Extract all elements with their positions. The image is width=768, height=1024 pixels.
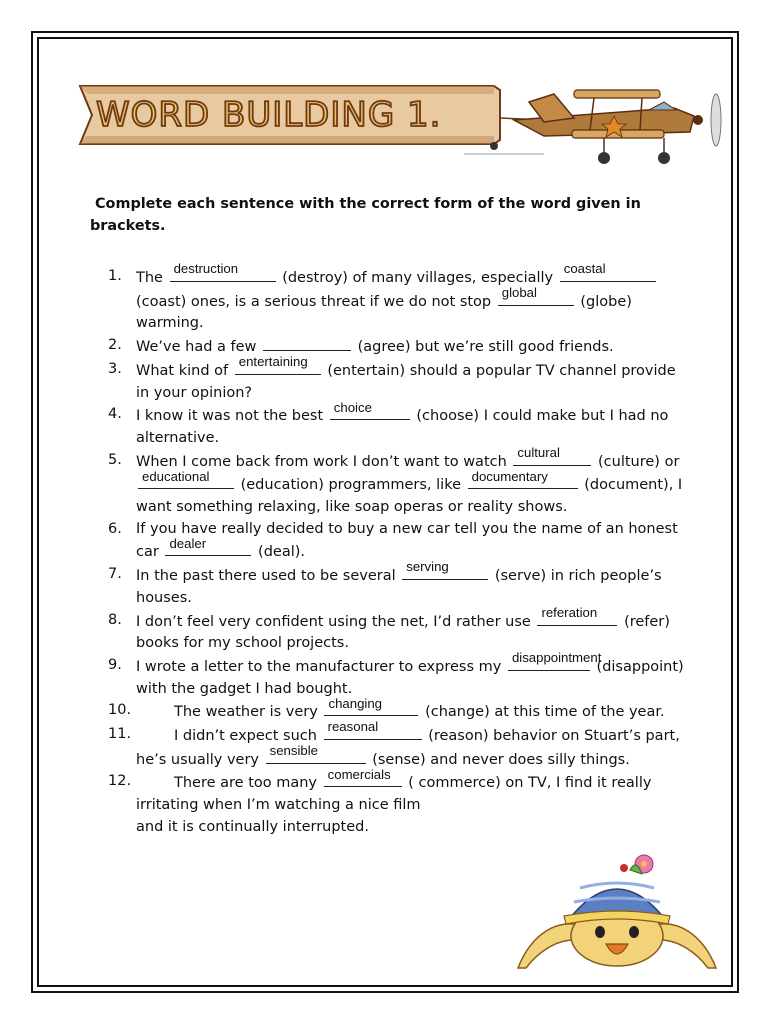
list-item: 10. The weather is very changing (change) at this time of the year. bbox=[108, 695, 665, 721]
list-item: 6. If you have really decided to buy a new car tell you the name of an honest car dealer (deal). bbox=[108, 520, 678, 561]
answer-field[interactable]: choice bbox=[330, 404, 410, 420]
answer-field[interactable]: sensible bbox=[266, 748, 366, 764]
answer-field[interactable]: dealer bbox=[165, 540, 251, 556]
list-item: 5. When I come back from work I don’t want to watch cultural (culture) or educational (education) programmers, like documentary (document), I want something relaxing, like soap operas or reality shows. bbox=[108, 444, 683, 516]
title-banner bbox=[74, 80, 734, 170]
list-item: 8. I don’t feel very confident using the net, I’d rather use referation (refer) books for my school projects. bbox=[108, 604, 670, 652]
answer-field[interactable]: disappointment bbox=[508, 655, 590, 671]
duck-illustration bbox=[512, 840, 722, 972]
answer-field[interactable]: serving bbox=[402, 564, 488, 580]
duck-icon bbox=[518, 855, 716, 968]
banner-shade bbox=[80, 86, 494, 94]
answer-field[interactable]: reasonal bbox=[324, 724, 422, 740]
answer-field[interactable]: documentary bbox=[468, 473, 578, 489]
list-item: 3. What kind of entertaining (entertain) should a popular TV channel provide in your opinion? bbox=[108, 354, 676, 401]
answer-field[interactable]: entertaining bbox=[235, 359, 321, 375]
answer-field[interactable]: changing bbox=[324, 700, 418, 716]
list-item: 11. I didn’t expect such reasonal (reason) behavior on Stuart’s part, he’s usually very sensible (sense) and never does silly things. bbox=[108, 719, 680, 768]
list-item: 4. I know it was not the best choice (choose) I could make but I had no alternative. bbox=[108, 399, 669, 446]
list-item: 7. In the past there used to be several serving (serve) in rich people’s houses. bbox=[108, 559, 662, 606]
list-item: 1. The destruction (destroy) of many villages, especially coastal (coast) ones, is a serious threat if we do not stop global (globe) warming. bbox=[108, 266, 688, 335]
answer-field[interactable]: destruction bbox=[170, 266, 276, 282]
instructions: Complete each sentence with the correct form of the word given in brackets. bbox=[90, 196, 641, 234]
answer-field[interactable]: comercials bbox=[324, 771, 402, 787]
answer-field[interactable]: global bbox=[498, 290, 574, 306]
answer-field[interactable]: educational bbox=[138, 473, 234, 489]
list-item: 9. I wrote a letter to the manufacturer to express my disappointment (disappoint) with the gadget I had bought. bbox=[108, 650, 684, 697]
answer-field[interactable] bbox=[263, 335, 351, 351]
exercise-list bbox=[108, 261, 688, 839]
banner-shade-bottom bbox=[80, 136, 494, 144]
page-title: WORD BUILDING 1. bbox=[96, 95, 442, 135]
list-item: 2. We’ve had a few (agree) but we’re still good friends. bbox=[108, 337, 614, 356]
answer-field[interactable]: cultural bbox=[513, 450, 591, 466]
list-item: 12. There are too many comercials ( commerce) on TV, I find it really irritating when I’m watching a nice film and it is continually interrupted. bbox=[108, 766, 652, 835]
answer-field[interactable]: coastal bbox=[560, 266, 656, 282]
plane-icon bbox=[464, 90, 721, 164]
answer-field[interactable]: referation bbox=[537, 610, 617, 626]
